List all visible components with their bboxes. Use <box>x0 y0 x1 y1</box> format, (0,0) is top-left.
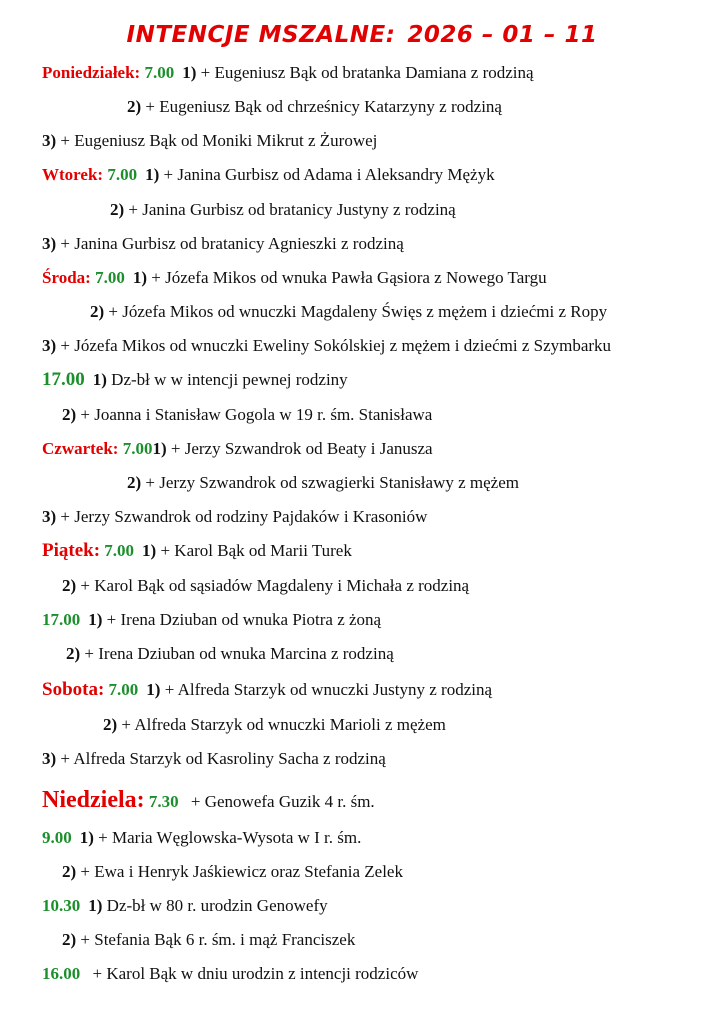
intention-text: + Janina Gurbisz od bratanicy Justyny z rodziną <box>128 200 456 219</box>
mass-line <box>90 301 607 323</box>
mass-time: 7.00 <box>108 680 139 699</box>
page-title <box>0 22 724 48</box>
mass-line <box>42 267 547 289</box>
mass-line <box>62 861 403 883</box>
intention-number: 2) <box>62 862 77 881</box>
title-date: 2026 – 01 – 11 <box>407 22 598 48</box>
mass-line <box>42 62 534 84</box>
intention-text: + Irena Dziuban od wnuka Piotra z żoną <box>106 610 382 629</box>
intention-number: 1) <box>132 268 147 287</box>
intention-number: 2) <box>127 473 142 492</box>
mass-line <box>62 404 432 426</box>
intention-number: 1) <box>79 828 94 847</box>
intention-text: + Stefania Bąk 6 r. śm. i mąż Franciszek <box>80 930 356 949</box>
mass-line <box>42 506 427 528</box>
mass-line <box>42 679 492 701</box>
mass-line <box>127 472 519 494</box>
day-label: Sobota: <box>42 679 105 700</box>
mass-line <box>110 199 456 221</box>
mass-line <box>66 643 394 665</box>
mass-time: 7.00 <box>95 268 125 287</box>
mass-line <box>42 233 404 255</box>
mass-line <box>62 575 469 597</box>
mass-line <box>103 714 446 736</box>
intention-text: + Karol Bąk od sąsiadów Magdaleny i Michała z rodziną <box>80 576 470 595</box>
intention-text: + Józefa Mikos od wnuczki Eweliny Sokólskiej z mężem i dziećmi z Szymbarku <box>60 336 612 355</box>
mass-time: 9.00 <box>42 828 72 847</box>
intention-text: + Alfreda Starzyk od wnuczki Justyny z rodziną <box>164 680 493 699</box>
intention-text: + Józefa Mikos od wnuczki Magdaleny Święs z mężem i dziećmi z Ropy <box>108 302 608 321</box>
mass-time: 16.00 <box>42 964 81 983</box>
intention-number: 1) <box>88 610 103 629</box>
intention-number: 3) <box>42 131 57 150</box>
intention-text: Dz-bł w w intencji pewnej rodziny <box>111 370 348 389</box>
intention-number: 2) <box>110 200 125 219</box>
mass-line <box>42 827 361 849</box>
mass-line <box>42 786 375 816</box>
mass-time: 17.00 <box>42 369 85 390</box>
mass-time: 17.00 <box>42 610 81 629</box>
mass-line <box>42 540 352 562</box>
intention-number: 2) <box>62 930 77 949</box>
mass-line <box>127 96 502 118</box>
mass-line <box>62 929 355 951</box>
intention-text: + Janina Gurbisz od Adama i Aleksandry Mężyk <box>163 165 495 184</box>
intention-text: Dz-bł w 80 r. urodzin Genowefy <box>106 896 328 915</box>
day-label: Niedziela: <box>42 787 145 813</box>
intention-number: 3) <box>42 507 57 526</box>
day-label: Wtorek: <box>42 165 104 184</box>
mass-line <box>42 895 328 917</box>
intention-number: 2) <box>62 405 77 424</box>
intention-text: + Eugeniusz Bąk od Moniki Mikrut z Żurowej <box>60 131 378 150</box>
intention-text: + Irena Dziuban od wnuka Marcina z rodziną <box>84 644 394 663</box>
intention-text: + Alfreda Starzyk od wnuczki Marioli z mężem <box>121 715 446 734</box>
intention-text: + Alfreda Starzyk od Kasroliny Sacha z rodziną <box>60 749 386 768</box>
intention-text: + Jerzy Szwandrok od rodziny Pajdaków i Krasoniów <box>60 507 428 526</box>
intention-number: 3) <box>42 336 57 355</box>
intention-number: 1) <box>182 63 197 82</box>
intention-text: + Jerzy Szwandrok od szwagierki Stanisławy z mężem <box>145 473 519 492</box>
day-label: Piątek: <box>42 540 101 561</box>
mass-line <box>42 369 348 391</box>
mass-time: 7.30 <box>148 792 179 811</box>
intention-number: 1) <box>92 370 107 389</box>
title-label: INTENCJE MSZALNE: <box>126 22 396 48</box>
intention-number: 2) <box>90 302 105 321</box>
mass-line <box>42 609 381 631</box>
intention-text: + Ewa i Henryk Jaśkiewicz oraz Stefania Zelek <box>80 862 403 881</box>
day-label: Środa: <box>42 268 91 287</box>
mass-line <box>42 335 611 357</box>
intention-text: + Genowefa Guzik 4 r. śm. <box>190 792 375 811</box>
day-label: Poniedziałek: <box>42 63 141 82</box>
intention-number: 2) <box>127 97 142 116</box>
mass-time: 7.00 <box>107 165 138 184</box>
mass-line <box>42 130 377 152</box>
mass-line <box>42 963 418 985</box>
mass-line <box>42 438 433 460</box>
mass-time: 7.00 <box>122 439 153 458</box>
intention-text: + Joanna i Stanisław Gogola w 19 r. śm. Stanisława <box>80 405 433 424</box>
mass-time: 10.30 <box>42 896 81 915</box>
intention-number: 1) <box>88 896 103 915</box>
intention-number: 2) <box>66 644 81 663</box>
intention-number: 2) <box>62 576 77 595</box>
intention-number: 3) <box>42 234 57 253</box>
intention-number: 3) <box>42 749 57 768</box>
intention-text: + Jerzy Szwandrok od Beaty i Janusza <box>170 439 433 458</box>
day-label: Czwartek: <box>42 439 119 458</box>
mass-line <box>42 748 386 770</box>
mass-time: 7.00 <box>144 63 175 82</box>
intention-text: + Józefa Mikos od wnuka Pawła Gąsiora z Nowego Targu <box>151 268 547 287</box>
intention-number: 1) <box>146 680 161 699</box>
intention-number: 1) <box>142 541 157 560</box>
intention-number: 2) <box>103 715 118 734</box>
intention-text: + Maria Węglowska-Wysota w I r. śm. <box>98 828 362 847</box>
intention-number: 1) <box>145 165 160 184</box>
intention-text: + Janina Gurbisz od bratanicy Agnieszki z rodziną <box>60 234 404 253</box>
mass-line <box>42 164 495 186</box>
intention-text: + Eugeniusz Bąk od bratanka Damiana z rodziną <box>200 63 534 82</box>
mass-time: 7.00 <box>104 541 135 560</box>
intention-number: 1) <box>152 439 167 458</box>
intention-text: + Karol Bąk od Marii Turek <box>160 541 352 560</box>
intention-text: + Eugeniusz Bąk od chrześnicy Katarzyny z rodziną <box>145 97 502 116</box>
intention-text: + Karol Bąk w dniu urodzin z intencji rodziców <box>92 964 419 983</box>
